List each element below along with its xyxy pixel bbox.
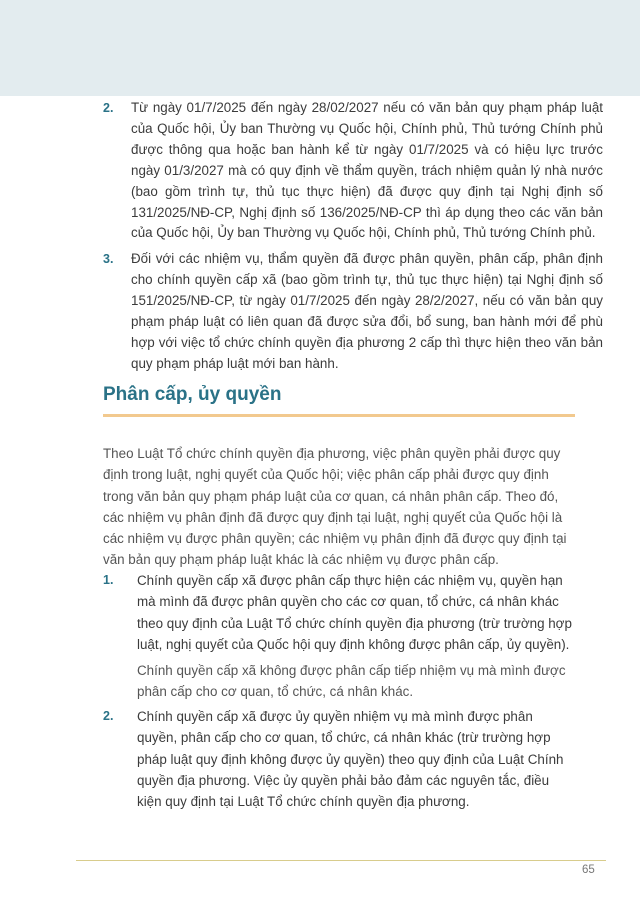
- list-number: 3.: [103, 252, 114, 266]
- list-text: Từ ngày 01/7/2025 đến ngày 28/02/2027 nếu có văn bản quy phạm pháp luật của Quốc hội, Ủy ban Thường vụ Quốc hội, Chính phủ, Thủ tướng Chính phủ được thông qua hoặc ban hành kể từ ngày 01/7/2025 và có hiệu lực trước ngày 01/3/2027 mà có quy định về thẩm quyền, trách nhiệm quản lý nhà nước (bao gồm trình tự, thủ tục thực hiện) đã được quy định tại Nghị định số 131/2025/NĐ-CP, Nghị định số 136/2025/NĐ-CP thì áp dụng theo các văn bản của Quốc hội, Ủy ban Thường vụ Quốc hội, Chính phủ, Thủ tướng Chính phủ.: [131, 100, 603, 241]
- list-item-note: Chính quyền cấp xã không được phân cấp tiếp nhiệm vụ mà mình được phân cấp cho cơ quan, tổ chức, cá nhân khác.: [137, 663, 566, 700]
- heading-underline: [103, 414, 575, 417]
- section-heading: Phân cấp, ủy quyền: [103, 384, 282, 405]
- page-number: 65: [582, 864, 595, 876]
- list-item-2-bottom: [103, 706, 575, 812]
- list-text: Chính quyền cấp xã được ủy quyền nhiệm vụ mà mình được phân quyền, phân cấp cho cơ quan, tổ chức, cá nhân khác (trừ trường hợp pháp luật quy định không được ủy quyền) theo quy định của Luật Chính quyền địa phương. Việc ủy quyền phải bảo đảm các nguyên tắc, điều kiện quy định tại Luật Tổ chức chính quyền địa phương.: [137, 709, 564, 810]
- list-item-3: [103, 249, 603, 374]
- list-number: 1.: [103, 573, 114, 587]
- list-item-1: [103, 570, 575, 655]
- list-number: 2.: [103, 101, 114, 115]
- intro-paragraph: Theo Luật Tổ chức chính quyền địa phương, việc phân quyền phải được quy định trong luật, nghị quyết của Quốc hội; việc phân cấp phải được quy định trong văn bản quy phạm pháp luật của cơ quan, cá nhân phân cấp. Theo đó, các nhiệm vụ phân định đã được quy định tại luật, nghị quyết của Quốc hội là các nhiệm vụ được phân quyền; các nhiệm vụ phân định đã được quy định tại văn bản quy phạm pháp luật khác là các nhiệm vụ được phân cấp.: [103, 446, 567, 568]
- header-band: [0, 0, 640, 96]
- list-item-2: [103, 98, 603, 244]
- list-text: Đối với các nhiệm vụ, thẩm quyền đã được phân quyền, phân cấp, phân định cho chính quyền cấp xã (bao gồm trình tự, thủ tục thực hiện) tại Nghị định số 151/2025/NĐ-CP, từ ngày 01/7/2025 đến ngày 28/2/2027, nếu có văn bản quy phạm pháp luật có liên quan đã được sửa đổi, bổ sung, ban hành mới để phù hợp với việc tổ chức chính quyền địa phương 2 cấp thì thực hiện theo văn bản quy phạm pháp luật mới ban hành.: [131, 251, 603, 371]
- list-text: Chính quyền cấp xã được phân cấp thực hiện các nhiệm vụ, quyền hạn mà mình đã được phân quyền cho các cơ quan, tổ chức, cá nhân khác theo quy định của Luật Tổ chức chính quyền địa phương (trừ trường hợp luật, nghị quyết của Quốc hội quy định không được phân cấp, ủy quyền).: [137, 573, 572, 652]
- footer-rule: [76, 860, 606, 861]
- list-number: 2.: [103, 709, 114, 723]
